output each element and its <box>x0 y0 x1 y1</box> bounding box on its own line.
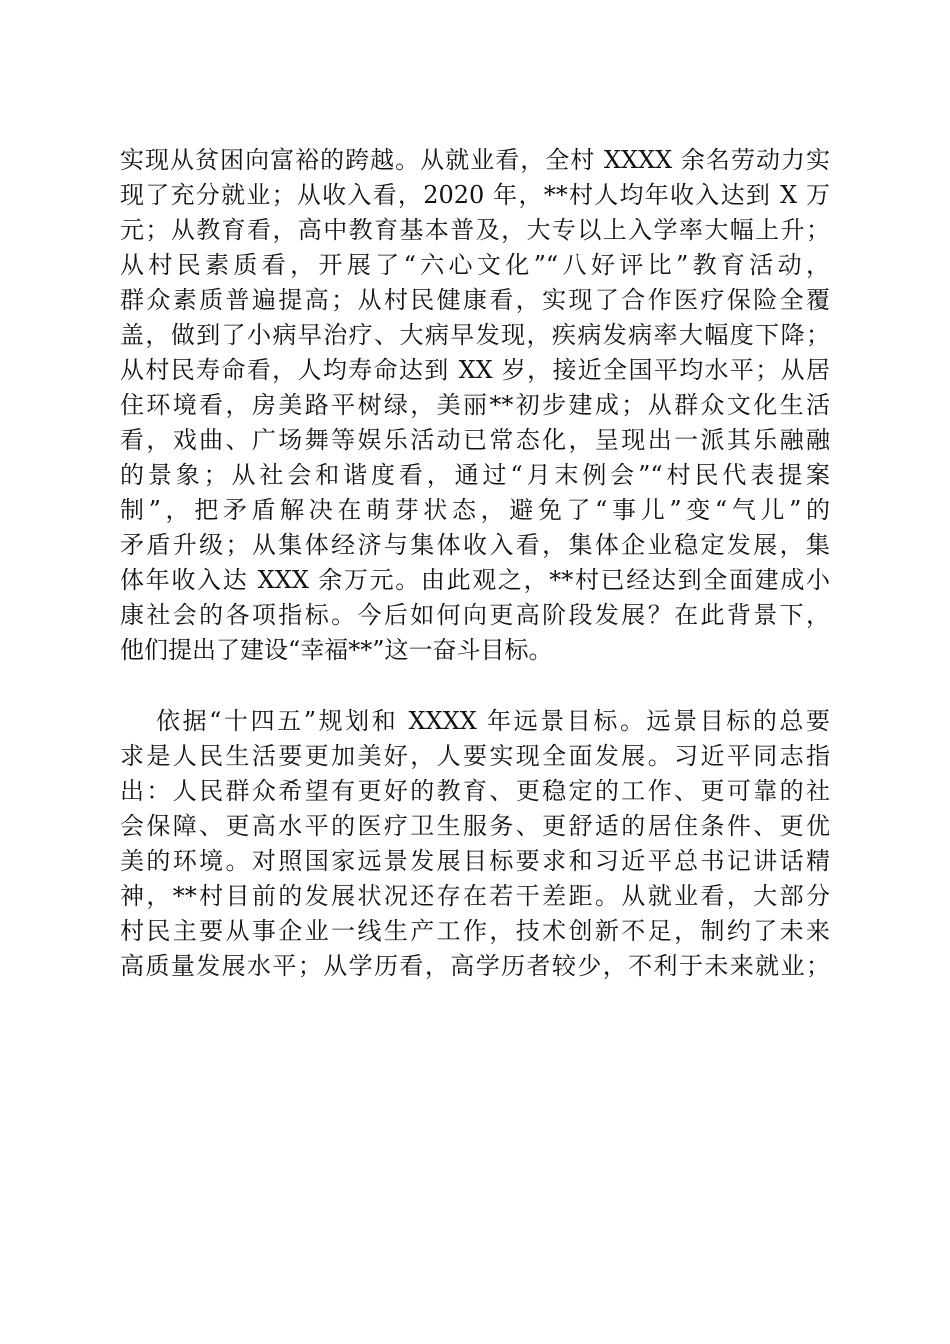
document-body <box>120 143 830 984</box>
text-line: 他们提出了建设“幸福**”这一奋斗目标。 <box>120 636 553 664</box>
text-line: 看，戏曲、广场舞等娱乐活动已常态化，呈现出一派其乐融融 <box>120 426 830 454</box>
text-line: 体年收入达 XXX 余万元。由此观之，**村已经达到全面建成小 <box>120 566 830 594</box>
text-line: 现了充分就业；从收入看，2020 年，**村人均年收入达到 X 万 <box>120 181 830 209</box>
text-line: 盖，做到了小病早治疗、大病早发现，疾病发病率大幅度下降； <box>120 321 830 349</box>
paragraph-1 <box>120 143 830 668</box>
text-line: 元；从教育看，高中教育基本普及，大专以上入学率大幅上升； <box>120 216 830 244</box>
text-line: 制”，把矛盾解决在萌芽状态，避免了“事儿”变“气儿”的 <box>120 496 830 524</box>
paragraph-spacing <box>120 668 830 704</box>
text-line: 出：人民群众希望有更好的教育、更稳定的工作、更可靠的社 <box>120 776 830 805</box>
text-line: 群众素质普遍提高；从村民健康看，实现了合作医疗保险全覆 <box>120 286 830 314</box>
text-line: 从村民素质看，开展了“六心文化”“八好评比”教育活动， <box>120 251 830 279</box>
text-line: 会保障、更高水平的医疗卫生服务、更舒适的居住条件、更优 <box>120 811 830 840</box>
text-line: 实现从贫困向富裕的跨越。从就业看，全村 XXXX 余名劳动力实 <box>120 146 830 174</box>
text-line: 神，**村目前的发展状况还存在若干差距。从就业看，大部分 <box>120 881 830 910</box>
text-line: 康社会的各项指标。今后如何向更高阶段发展？在此背景下， <box>120 601 830 629</box>
text-line: 住环境看，房美路平树绿，美丽**初步建成；从群众文化生活 <box>120 391 830 419</box>
text-line: 的景象；从社会和谐度看，通过“月末例会”“村民代表提案 <box>120 461 830 489</box>
text-line: 矛盾升级；从集体经济与集体收入看，集体企业稳定发展，集 <box>120 531 830 559</box>
paragraph-2 <box>120 704 830 984</box>
text-line: 村民主要从事企业一线生产工作，技术创新不足，制约了未来 <box>120 916 830 945</box>
text-line: 高质量发展水平；从学历看，高学历者较少，不利于未来就业； <box>120 951 830 980</box>
text-line: 求是人民生活要更加美好，人要实现全面发展。习近平同志指 <box>120 741 830 770</box>
text-line: 从村民寿命看，人均寿命达到 XX 岁，接近全国平均水平；从居 <box>120 356 830 384</box>
text-line: 依据“十四五”规划和 XXXX 年远景目标。远景目标的总要 <box>156 706 830 735</box>
text-line: 美的环境。对照国家远景发展目标要求和习近平总书记讲话精 <box>120 846 830 875</box>
